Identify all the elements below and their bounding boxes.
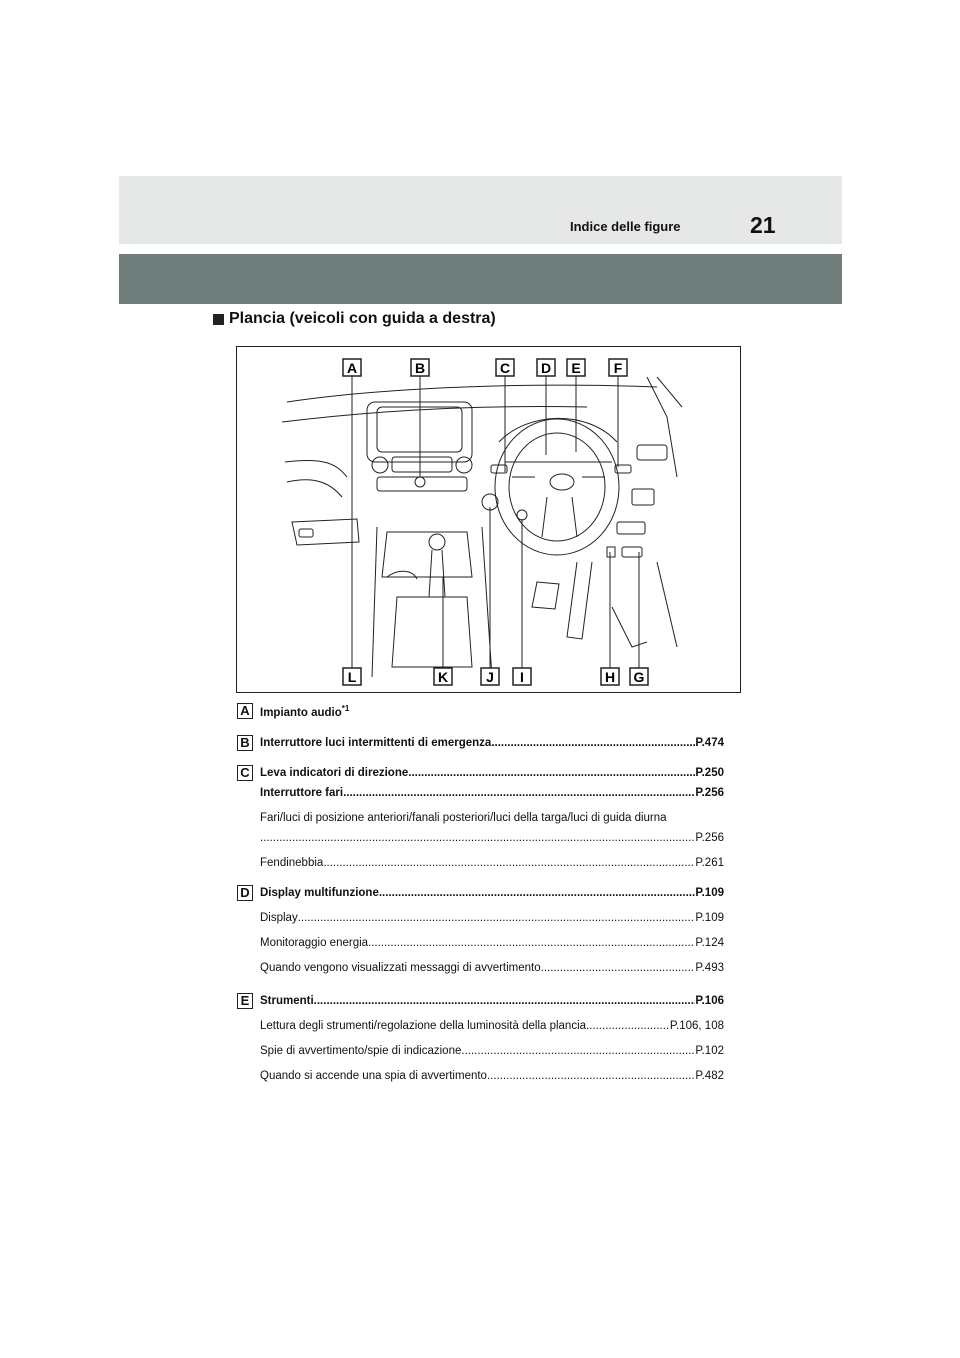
entry-b-ref: P.474 <box>695 737 724 749</box>
entry-b-label: Interruttore luci intermittenti di emergenza <box>260 737 492 749</box>
entry-b-row <box>260 737 724 749</box>
entry-c-row-1 <box>260 767 724 779</box>
label-h: H <box>604 669 616 685</box>
entry-c-ref-1: P.250 <box>695 767 724 779</box>
entry-c-label-1: Leva indicatori di direzione <box>260 767 409 779</box>
label-c: C <box>499 360 511 376</box>
entry-d-row <box>260 887 724 899</box>
entry-a-label: Impianto audio <box>260 706 342 719</box>
label-g: G <box>633 669 645 685</box>
label-a: A <box>346 360 358 376</box>
label-j: J <box>486 669 494 685</box>
dashboard-drawing <box>237 347 742 694</box>
entry-e-label: Strumenti <box>260 995 314 1007</box>
entry-c-row-2 <box>260 787 724 799</box>
entry-letter-d: D <box>237 885 253 901</box>
entry-d-sub-1-ref: P.109 <box>695 912 724 924</box>
entry-d-sub-3-ref: P.493 <box>695 962 724 974</box>
entry-d-sub-2-ref: P.124 <box>695 937 724 949</box>
header-dark-band <box>119 254 842 304</box>
label-e: E <box>571 360 581 376</box>
entry-e-sub-1-label: Lettura degli strumenti/regolazione della luminosità della plancia <box>260 1020 587 1032</box>
entry-e-ref: P.106 <box>695 995 724 1007</box>
entry-e-sub-1-ref: P.106, 108 <box>669 1020 724 1032</box>
entry-c-sub-1-row <box>260 832 724 844</box>
entry-d-sub-3-label: Quando vengono visualizzati messaggi di avvertimento <box>260 962 541 974</box>
entry-d-label: Display multifunzione <box>260 887 379 899</box>
entry-c-sub-2-ref: P.261 <box>695 857 724 869</box>
entry-c-sub-2-row <box>260 857 724 869</box>
entry-c-sub-1-ref: P.256 <box>695 832 724 844</box>
entry-c-ref-2: P.256 <box>695 787 724 799</box>
entry-letter-c: C <box>237 765 253 781</box>
entry-d-sub-1-row <box>260 912 724 924</box>
entry-letter-a: A <box>237 703 253 719</box>
entry-e-sub-3-label: Quando si accende una spia di avvertimento <box>260 1070 487 1082</box>
label-b: B <box>414 360 426 376</box>
entry-c-label-2: Interruttore fari <box>260 787 344 799</box>
entry-d-sub-1-label: Display <box>260 912 298 924</box>
entry-e-row <box>260 995 724 1007</box>
entry-c-sub-2-label: Fendinebbia <box>260 857 324 869</box>
square-bullet-icon <box>213 314 224 325</box>
header-band <box>119 176 842 244</box>
heading-text: Plancia (veicoli con guida a destra) <box>229 310 496 327</box>
entry-letter-e: E <box>237 993 253 1009</box>
entry-e-sub-2-label: Spie di avvertimento/spie di indicazione <box>260 1045 462 1057</box>
entry-e-sub-1-row <box>260 1020 724 1032</box>
page-number: 21 <box>750 212 776 238</box>
entry-d-sub-3-row <box>260 962 724 974</box>
entry-a-row <box>260 704 349 719</box>
label-l: L <box>347 669 357 685</box>
dashboard-illustration <box>236 346 741 693</box>
entry-e-sub-2-row <box>260 1045 724 1057</box>
entry-d-sub-2-row <box>260 937 724 949</box>
label-d: D <box>540 360 552 376</box>
entry-e-sub-3-row <box>260 1070 724 1082</box>
page-heading <box>213 310 496 328</box>
label-f: F <box>613 360 623 376</box>
footnote-marker: *1 <box>341 704 350 713</box>
entry-e-sub-2-ref: P.102 <box>695 1045 724 1057</box>
label-i: I <box>520 669 524 685</box>
entry-e-sub-3-ref: P.482 <box>695 1070 724 1082</box>
section-title: Indice delle figure <box>570 219 681 234</box>
label-k: K <box>437 669 449 685</box>
entry-letter-b: B <box>237 735 253 751</box>
entry-d-ref: P.109 <box>695 887 724 899</box>
entry-d-sub-2-label: Monitoraggio energia <box>260 937 369 949</box>
entry-c-sub-1-label: Fari/luci di posizione anteriori/fanali posteriori/luci della targa/luci di guida diurna <box>260 812 667 824</box>
